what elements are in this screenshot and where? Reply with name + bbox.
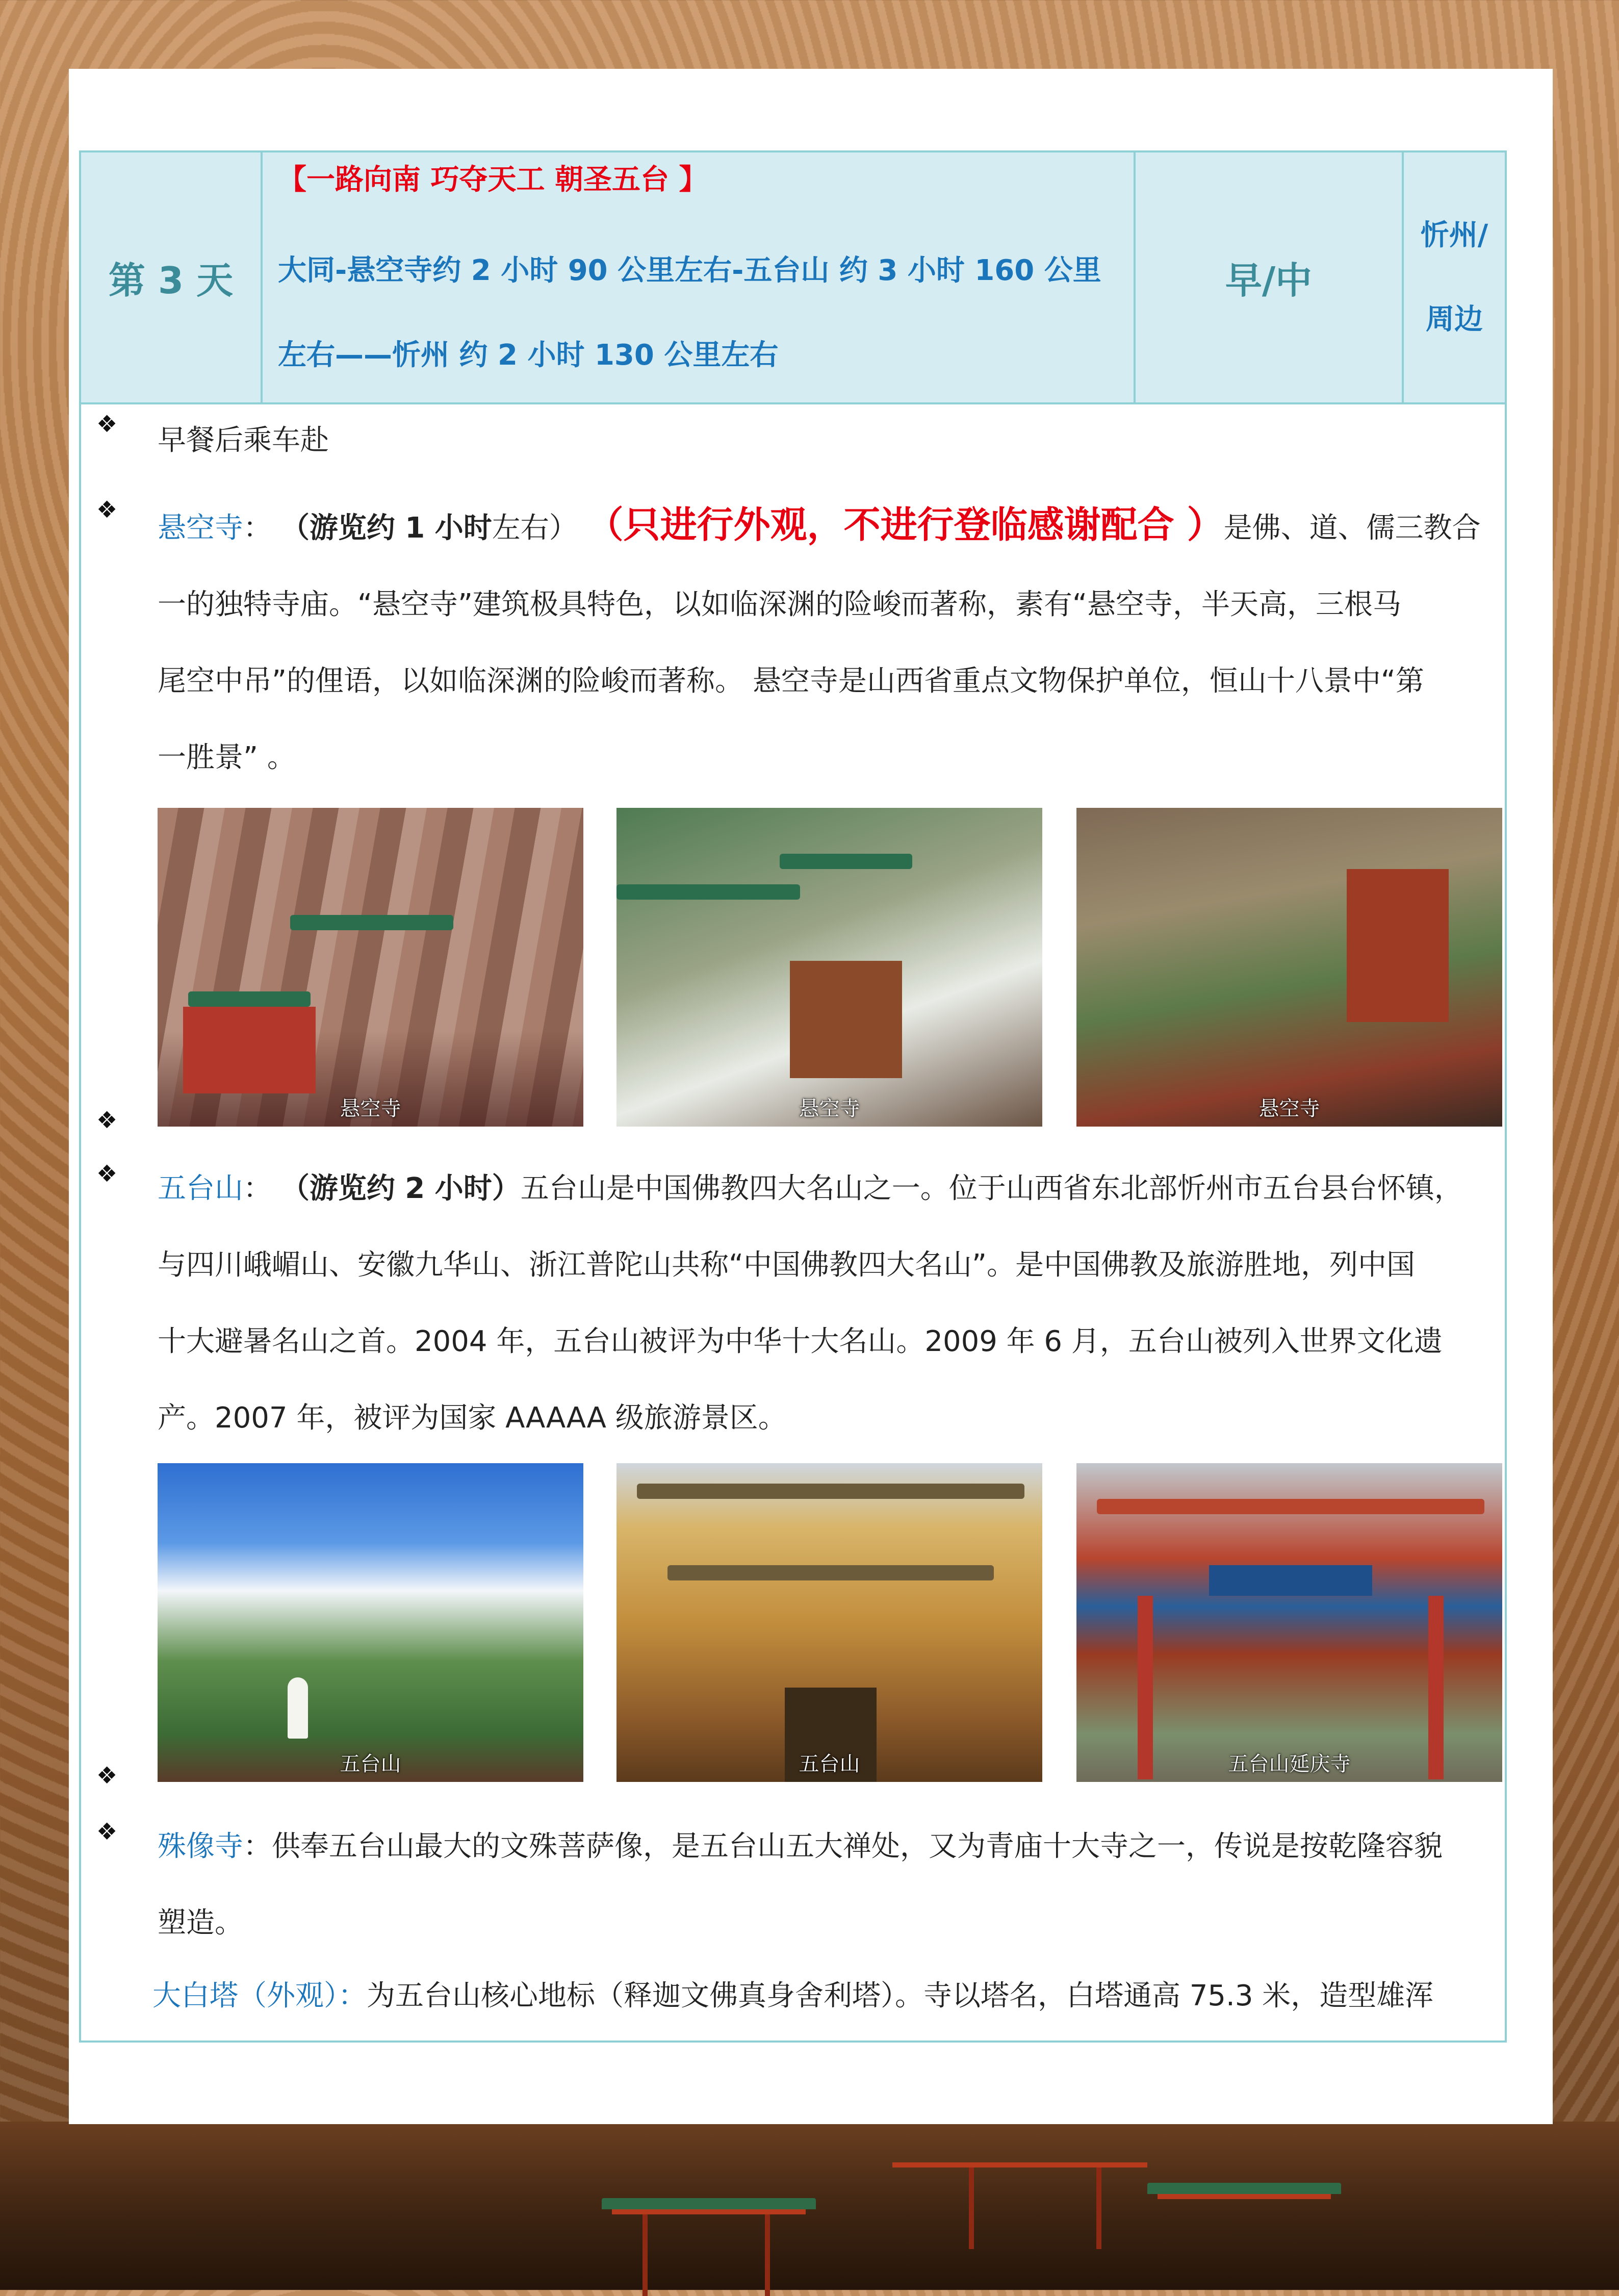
day-table [79,150,1507,2043]
photo-caption: 五台山 [340,1752,401,1776]
archway-roof [637,1484,1024,1499]
temple-roof [1147,2183,1341,2194]
colon: ： [243,512,272,545]
wutai-line-2: 与四川峨嵋山、安徽九华山、浙江普陀山共称“中国佛教四大名山”。是中国佛教及旅游胜地，列中国 [158,1248,1416,1282]
xuankong-notice: （只进行外观，不进行登临感谢配合 ） [586,503,1224,546]
temple-post [765,2214,770,2296]
shuxiang-name: 殊像寺 [158,1830,243,1863]
route-line-1: 大同-悬空寺约 2 小时 90 公里左右-五台山 约 3 小时 160 公里 [278,254,1101,287]
background-cliff-temple [0,2122,1619,2290]
wutai-photo-row [158,1463,1504,1782]
white-pagoda [288,1677,308,1739]
xuankong-tour-time-rest: 左右） [492,512,578,545]
temple-post [1096,2167,1101,2249]
colon: ： [243,1172,272,1205]
xuankong-line-3: 尾空中吊”的俚语，以如临深渊的险峻而著称。 悬空寺是山西省重点文物保护单位，恒山十八景中“第 [158,665,1424,698]
xuankong-photo-valley [1076,808,1502,1127]
route-title: 【一路向南 巧夺天工 朝圣五台 】 [278,163,708,196]
shuxiang-section [158,1808,1494,1961]
bullet-icon: ❖ [96,1106,118,1134]
xuankong-line-1 [158,487,1494,567]
accommodation-line-2: 周边 [1426,303,1483,336]
temple-roof [290,915,453,930]
temple-beam [612,2209,806,2214]
wutai-name: 五台山 [158,1172,243,1205]
baita-name: 大白塔（外观）： [152,1979,367,2012]
shuxiang-line-1 [158,1808,1494,1885]
itinerary-page [69,69,1553,2124]
temple-roof [616,884,800,900]
xuankong-desc-start: 是佛、道、儒三教合 [1223,512,1481,545]
temple-post [969,2167,974,2249]
xuankong-photo-corridor [616,808,1042,1127]
yanqing-temple-photo [1076,1463,1502,1782]
xuankong-line-2: 一的独特寺庙。“悬空寺”建筑极具特色，以如临深渊的险峻而著称，素有“悬空寺，半天高，三根马 [158,588,1402,621]
wutai-photo-landscape [158,1463,583,1782]
photo-caption: 五台山延庆寺 [1228,1752,1351,1776]
xuankong-tour-time: （游览约 1 小时 [280,512,492,545]
photo-caption: 五台山 [799,1752,860,1776]
temple-wall [1347,869,1449,1022]
archway-roof [667,1565,994,1580]
photo-caption: 悬空寺 [1258,1097,1320,1120]
shuxiang-line-2: 塑造。 [158,1906,243,1940]
route-line-2: 左右——忻州 约 2 小时 130 公里左右 [278,339,779,372]
route-cell [263,152,1136,402]
baita-section [152,1958,1488,2034]
wutai-desc-start: 五台山是中国佛教四大名山之一。位于山西省东北部忻州市五台县台怀镇， [520,1172,1463,1205]
temple-roof [188,991,311,1007]
meals-cell: 早/中 [1136,152,1404,402]
wutai-line-3: 十大避暑名山之首。2004 年，五台山被评为中华十大名山。2009 年 6 月，五台山被列入世界文化遗 [158,1325,1443,1358]
wutai-line-4: 产。2007 年，被评为国家 AAAAA 级旅游景区。 [158,1401,787,1435]
day-header-row [81,152,1505,404]
temple-wall [790,961,902,1078]
wutai-line-1 [158,1151,1494,1227]
wutai-tour-time: （游览约 2 小时） [280,1172,521,1205]
bullet-icon: ❖ [96,1160,118,1187]
wutai-photo-archway [616,1463,1042,1782]
xuankong-line-4: 一胜景” 。 [158,741,296,774]
day-label: 第 3 天 [81,152,263,402]
archway-plaque [1209,1565,1372,1596]
archway-roof [1097,1499,1484,1514]
xuankong-photo-cliff [158,808,583,1127]
temple-post [643,2214,648,2296]
bullet-icon: ❖ [96,410,118,438]
xuankong-photo-row [158,808,1504,1127]
bullet-icon: ❖ [96,1818,118,1845]
accommodation-line-1: 忻州/ [1420,219,1488,252]
temple-wall [183,1007,316,1093]
colon: ： [243,1830,272,1863]
temple-beam [1158,2194,1331,2199]
bullet-icon: ❖ [96,496,118,523]
temple-roof [780,854,912,869]
accommodation-cell [1404,152,1505,402]
shuxiang-desc-start: 供奉五台山最大的文殊菩萨像，是五台山五大禅处，又为青庙十大寺之一，传说是按乾隆容貌 [272,1830,1443,1863]
photo-caption: 悬空寺 [340,1097,401,1120]
xuankong-section [158,487,1494,796]
wutai-section [158,1151,1494,1457]
bullet-icon: ❖ [96,1762,118,1789]
photo-caption: 悬空寺 [799,1097,860,1120]
temple-railing [892,2162,1147,2167]
breakfast-line: 早餐后乘车赴 [158,424,329,457]
temple-roof [602,2198,816,2209]
xuankong-name: 悬空寺 [158,512,243,545]
baita-desc: 为五台山核心地标（释迦文佛真身舍利塔）。寺以塔名，白塔通高 75.3 米，造型雄浑 [367,1979,1434,2012]
